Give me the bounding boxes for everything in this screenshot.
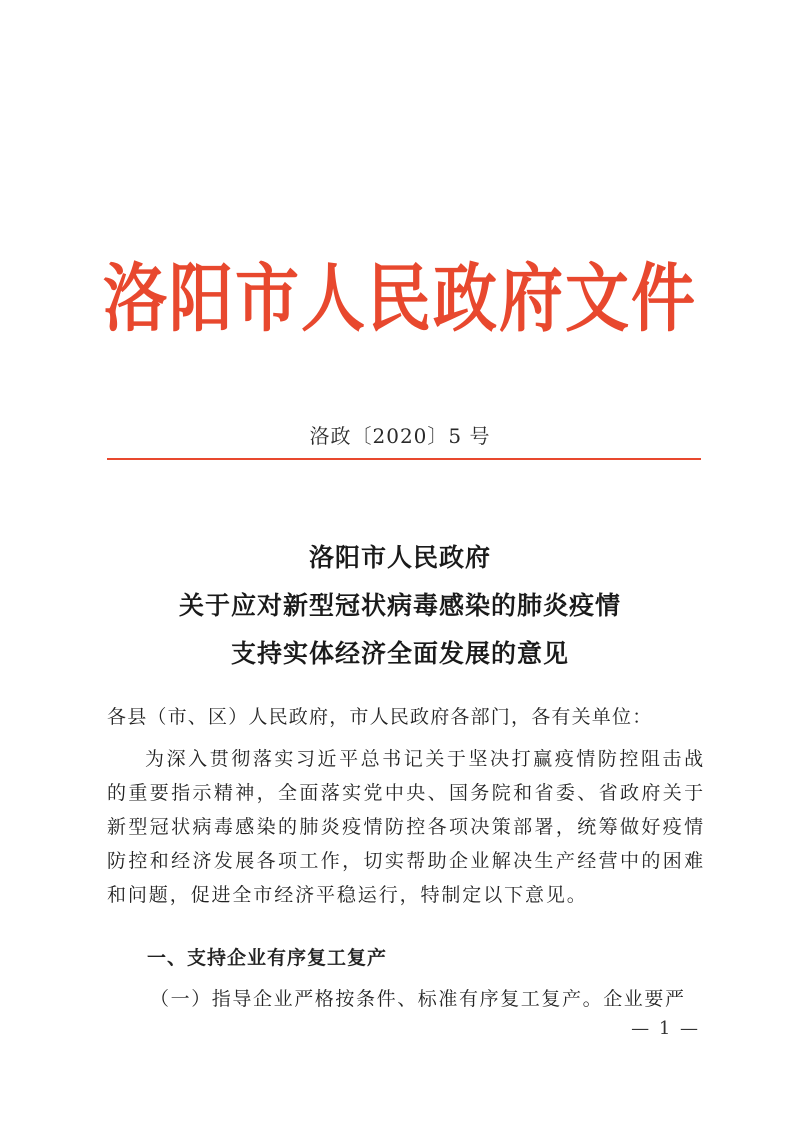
section-heading-1: 一、支持企业有序复工复产 [147,947,388,969]
document-title [0,534,800,678]
red-divider-line [107,458,701,460]
masthead-title: 洛阳市人民政府文件 [103,256,697,343]
title-line-1: 洛阳市人民政府 [308,543,491,572]
page-number: — 1 — [631,1018,700,1039]
document-number: 洛政〔2020〕5 号 [309,424,491,448]
title-line-3: 支持实体经济全面发展的意见 [230,639,569,668]
section-item-1: （一）指导企业严格按条件、标准有序复工复产。企业要严 [150,988,686,1010]
title-line-2: 关于应对新型冠状病毒感染的肺炎疫情 [178,591,621,620]
intro-paragraph: 为深入贯彻落实习近平总书记关于坚决打赢疫情防控阻击战的重要指示精神，全面落实党中央、国务院和省委、省政府关于新型冠状病毒感染的肺炎疫情防控各项决策部署，统筹做好疫情防控和经济发展各项工作，切实帮助企业解决生产经营中的困难和问题，促进全市经济平稳运行，特制定以下意见。 [107,748,705,906]
addressee: 各县（市、区）人民政府，市人民政府各部门，各有关单位： [107,706,653,728]
